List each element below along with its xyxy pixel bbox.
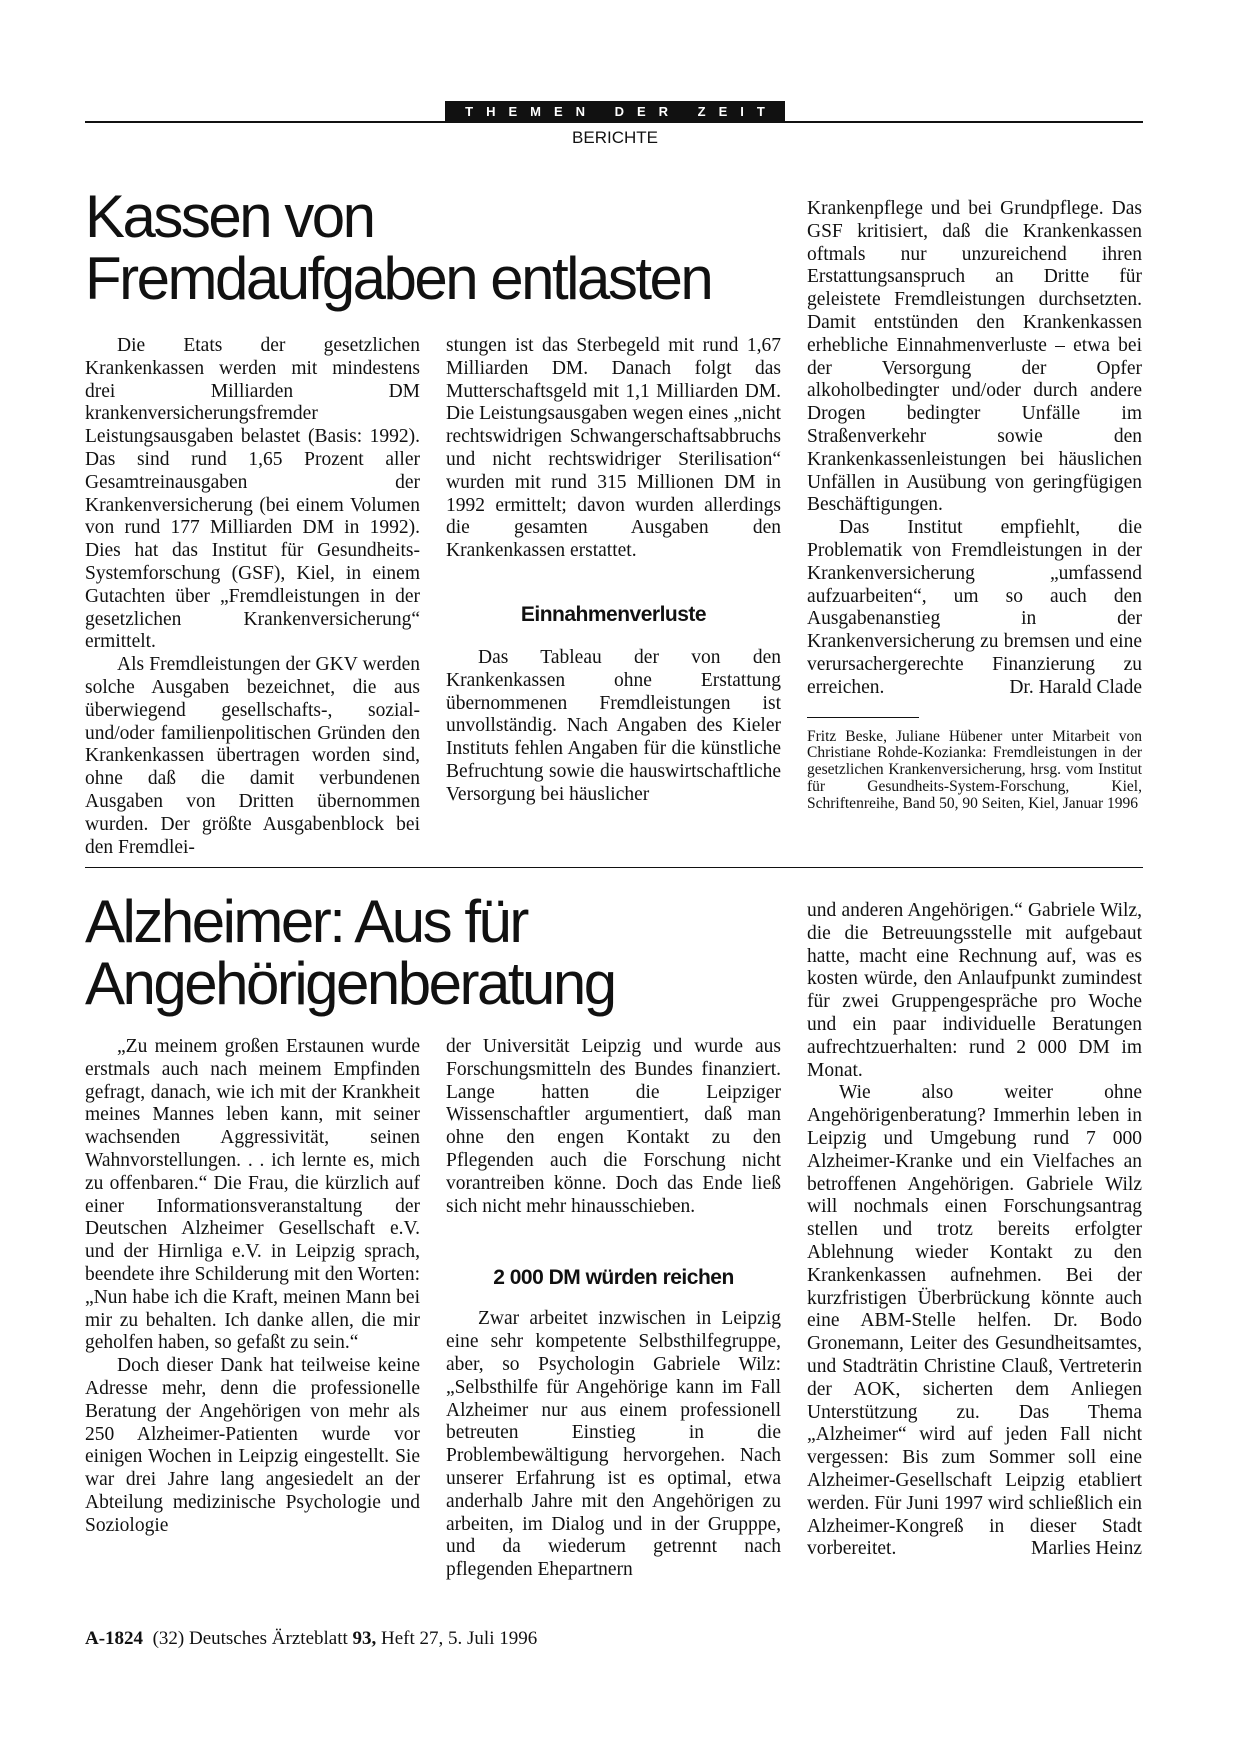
journal-issue: Heft 27, 5. Juli 1996: [381, 1628, 538, 1649]
article2-title: [85, 888, 615, 1017]
article1-column-2: [446, 335, 781, 807]
article1-paragraph: [807, 517, 1142, 699]
article1-title-line2: Fremdaufgaben entlasten: [85, 245, 712, 312]
article2-paragraph: Zwar arbeitet inzwischen in Leipzig eine sehr kompetente Selbsthilfegruppe, aber, so Psychologin Gabriele Wilz: „Selbsthilfe für Angehörige kann im Fall Alzheimer nur aus einem professionell betreuten Einstieg in die Problembewältigung hervorgehen. Nach unserer Erfahrung ist es optimal, etwa anderhalb Jahre mit den Angehörigen zu arbeiten, im Dialog und in der Grupppe, und da wiederum getrennt nach pflegenden Ehepartnern: [446, 1308, 781, 1581]
article2-paragraph: der Universität Leipzig und wurde aus Forschungsmitteln des Bundes finanziert. Lange hatten die Leipziger Wissenschaftler argumentiert, daß man ohne den engen Kontakt zu den Pflegenden auch die Forschung nicht vorantreiben könne. Doch das Ende ließ sich nicht mehr hinausschieben.: [446, 1036, 781, 1217]
article1-paragraph: Das Tableau der von den Krankenkassen ohne Erstattung übernommenen Fremdleistungen ist unvollständig. Nach Angaben des Kieler Instituts fehlen Angaben für die künstliche Befruchtung sowie die hauswirtschaftliche Versorgung bei häuslicher: [446, 646, 781, 805]
article2-paragraph-text: Wie also weiter ohne Angehörigenberatung? Immerhin leben in Leipzig und Umgebung rund 7 000 Alzheimer-Kranke und ein Vielfaches an betroffenen Angehörigen. Gabriele Wilz will nochmals einen Forschungsantrag stellen und trotz bereits erfolgter Ablehnung wieder Kontakt zu den Krankenkassen aufnehmen. Bei der kurzfristigen Überbrückung könnte auch eine ABM-Stelle helfen. Dr. Bodo Gronemann, Leiter des Gesundheitsamtes, und Stadträtin Christine Clauß, Vertreterin der AOK, sicherten dem Anliegen Unterstützung zu. Das Thema „Alzheimer“ wird auf jeden Fall nicht vergessen: Bis zum Sommer soll eine Alzheimer-Gesellschaft Leipzig etabliert werden. Für Juni 1997 wird schließlich ein Alzheimer-Kongreß in dieser Stadt vorbereitet.: [807, 1082, 1142, 1560]
page-number: A-1824: [85, 1628, 144, 1649]
article2-column-2: [446, 1036, 781, 1582]
article1-title-line1: Kassen von: [85, 183, 374, 250]
page-number-alt: (32): [152, 1628, 185, 1649]
article1-paragraph-text: Das Institut empfiehlt, die Problematik von Fremdleistungen in der Krankenversicherung „umfassend aufzuarbeiten“, um so auch den Ausgabenanstieg in der Krankenversicherung zu bremsen und eine verursachergerechte Finanzierung zu erreichen.: [807, 517, 1142, 698]
article2-paragraph: [807, 1082, 1142, 1561]
ressort-label: THEMEN DER ZEIT: [445, 101, 785, 122]
article1-subheading: Einnahmenverluste: [520, 602, 707, 626]
article2-column-3: [807, 900, 1142, 1561]
article2-subheading: 2 000 DM würden reichen: [493, 1266, 734, 1290]
journal-volume: 93,: [352, 1628, 377, 1649]
header-rule: [85, 121, 1143, 123]
section-label: BERICHTE: [572, 128, 658, 147]
article2-paragraph: „Zu meinem großen Erstaunen wurde erstmals auch nach meinem Empfinden gefragt, danach, wie ich mit der Krankheit meines Mannes leben kann, mit seiner wachsenden Aggressivität, seinen Wahnvorstellungen. . . ich lernte es, mich zu offenbaren.“ Die Frau, die kürzlich auf einer Informationsveranstaltung der Deutschen Alzheimer Gesellschaft e.V. und der Hirnliga e.V. in Leipzig sprach, beendete ihre Schilderung mit den Worten: „Nun habe ich die Kraft, meinen Mann bei mir zu behalten. Ich danke allen, die mir geholfen haben, so gefaßt zu sein.“: [85, 1036, 420, 1354]
article1-column-1: [85, 335, 420, 859]
article2-title-line2: Angehörigenberatung: [85, 950, 615, 1017]
page-footer: [85, 1628, 537, 1650]
article2-paragraph: Doch dieser Dank hat teilweise keine Adresse mehr, denn die professionelle Beratung der Angehörigen von mehr als 250 Alzheimer-Patienten wurde vor einigen Wochen in Leipzig eingestellt. Sie war drei Jahre lang angesiedelt an der Abteilung medizinische Psychologie und Soziologie: [85, 1355, 420, 1536]
article2-paragraph: und anderen Angehörigen.“ Gabriele Wilz, die die Betreuungsstelle mit aufgebaut hatte, macht eine Rechnung auf, was es kosten würde, den Anlaufpunkt zumindest für zwei Gruppengespräche pro Woche und ein paar individuelle Beratungen aufrechtzuerhalten: rund 2 000 DM im Monat.: [807, 900, 1142, 1081]
article1-column-3: [807, 198, 1142, 813]
article2-author: Marlies Heinz: [1030, 1538, 1142, 1560]
article1-paragraph: stungen ist das Sterbegeld mit rund 1,67 Milliarden DM. Danach folgt das Mutterschaftsgeld mit 1,1 Milliarden DM. Die Leistungsausgaben wegen eines „nicht rechtswidrigen Schwangerschaftsabbruchs und nicht rechtswidriger Sterilisation“ wurden mit rund 315 Millionen DM in 1992 ermittelt; davon wurden allerdings die gesamten Ausgaben den Krankenkassen erstattet.: [446, 335, 781, 562]
article1-paragraph: Die Etats der gesetzlichen Krankenkassen werden mit mindestens drei Milliarden DM krankenversicherungsfremder Leistungsausgaben belastet (Basis: 1992). Das sind rund 1,65 Prozent aller Gesamtreinausgaben der Krankenversicherung (bei einem Volumen von rund 177 Milliarden DM in 1992). Dies hat das Institut für Gesundheits-Systemforschung (GSF), Kiel, in einem Gutachten über „Fremdleistungen in der gesetzlichen Krankenversicherung“ ermittelt.: [85, 335, 420, 653]
article-divider: [85, 867, 1143, 868]
journal-name: Deutsches Ärzteblatt: [188, 1628, 348, 1649]
article2-title-line1: Alzheimer: Aus für: [85, 888, 527, 955]
article1-title: [85, 183, 712, 312]
reference-rule: [807, 717, 919, 718]
article1-paragraph: Als Fremdleistungen der GKV werden solche Ausgaben bezeichnet, die aus überwiegend gesellschafts-, sozial- und/oder familienpolitischen Gründen den Krankenkassen übertragen worden sind, ohne daß die damit verbundenen Ausgaben von Dritten übernommen wurden. Der größte Ausgabenblock bei den Fremdlei-: [85, 654, 420, 858]
article1-paragraph: Krankenpflege und bei Grundpflege. Das GSF kritisiert, daß die Krankenkassen oftmals nur unzureichend ihren Erstattungsanspruch an Dritte für geleistete Fremdleistungen durchsetzten. Damit entstünden den Krankenkassen erhebliche Einnahmenverluste – etwa bei der Versorgung der Opfer alkoholbedingter und/oder durch andere Drogen bedingter Unfälle im Straßenverkehr sowie den Krankenkassenleistungen bei häuslichen Unfällen in Ausübung von geringfügigen Beschäftigungen.: [807, 198, 1142, 516]
article1-author: Dr. Harald Clade: [1009, 676, 1142, 698]
article1-reference: Fritz Beske, Juliane Hübener unter Mitarbeit von Christiane Rohde-Kozianka: Fremdleistungen in der gesetzlichen Krankenversicherung, hrsg. vom Institut für Gesundheits-System-Forschung, Kiel, Schriftenreihe, Band 50, 90 Seiten, Kiel, Januar 1996: [807, 727, 1142, 813]
article2-column-1: [85, 1036, 420, 1538]
